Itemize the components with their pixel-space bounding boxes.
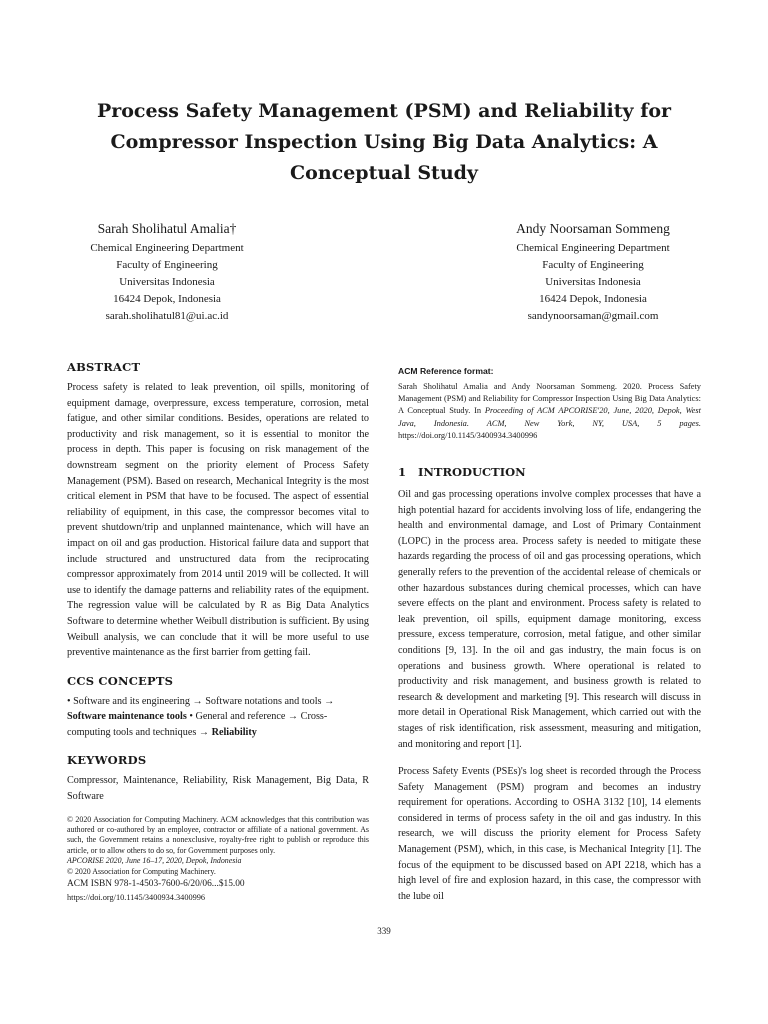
acm-reference-heading: ACM Reference format:	[398, 366, 494, 376]
abstract-text: Process safety is related to leak prevention, oil spills, monitoring of equipment damage, overpressure, excess temperature, corrosion, metal fatigue, and other similar conditions. Besides, operations are related to productivity and risk management, so it is essential to monitor the process in depth. This paper is focusing on risk management of the downstream segment on the priority element of Process Safety Management (PSM). Based on research, Mechanical Integrity is the most critical element in PSM that have to be focused. The aspect of essential reliability of equipment, in this case, the compressor becomes vital to prevent shutdown/trip and unplanned maintenance, which will have an impact on oil and gas production. Historical failure data and support that include structured and unstructured data from the reciprocating compressor approximately from 2014 until 2019 will be collected. It will use to identify the damage patterns and reliability rates of the equipment. The regression value will be calculated by R as Big Data Analytics Software to determine whether Weibull distribution is sufficient. By using Weibull analysis, we can conclude that it will be more useful to use preventive maintenance as the first barrier from getting fail.	[67, 382, 369, 659]
right-column	[398, 360, 701, 904]
isbn: ACM ISBN 978-1-4503-7600-6/20/06...$15.00	[67, 879, 245, 890]
page-number: 339	[377, 926, 391, 936]
introduction-paragraph-1: Oil and gas processing operations involve complex processes that have a high potential hazard for accidents involving loss of life, endangering the health and environmental damage, and Lost of Primary Containment (LOPC) in the process area. Process safety is needed to mitigate these hazards regarding the process of oil and gas processing operations, which generally refers to the prevention of the accidental release of chemicals or other hazardous substances during chemical processes, which can have severe effects on the plant and environment. Process safety is related to leak prevention, oil spills, equipment damage monitoring, excess pressure, excess temperature, corrosion, metal fatigue, and other similar conditions [9, 13]. In the oil and gas industry, the main focus is on operations and business growth. Where operational is related to productivity and risk management, and business growth is related to research & development and marketing [9]. This research will discuss in more detail in Operational Risk Management, which carried out with the stages of risk identification, risk assessment, measuring and mitigation, and monitoring and report [1].	[398, 489, 701, 750]
author-faculty: Faculty of Engineering	[542, 259, 644, 271]
paper-title: Process Safety Management (PSM) and Reliability for Compressor Inspection Using Big Data Analytics: A Conceptual Study	[96, 100, 672, 184]
author-name: Andy Noorsaman Sommeng	[516, 221, 670, 236]
introduction-heading	[398, 465, 701, 479]
author-faculty: Faculty of Engineering	[116, 259, 218, 271]
author-location: 16424 Depok, Indonesia	[539, 293, 647, 305]
reference-part-1: Sarah Sholihatul Amalia and Andy Noorsaman Sommeng. 2020. Process Safety Management (PSM) and Reliability for Compressor Inspection Using Big Data Analytics: A Conceptual Study. In	[398, 382, 701, 416]
copyright-block	[67, 815, 369, 904]
author-department: Chemical Engineering Department	[90, 242, 244, 254]
conference-venue: APCORISE 2020, June 16–17, 2020, Depok, Indonesia	[67, 856, 242, 866]
author-university: Universitas Indonesia	[545, 276, 641, 288]
left-column	[67, 360, 369, 904]
keywords-text: Compressor, Maintenance, Reliability, Risk Management, Big Data, R Software	[67, 775, 369, 803]
author-block-1	[47, 220, 287, 325]
section-number: 1	[398, 465, 407, 480]
ccs-bold-2: Reliability	[211, 726, 257, 738]
ccs-concepts-heading: CCS CONCEPTS	[67, 673, 174, 688]
ccs-part-2: • General and reference → Cross-computing tools and techniques →	[67, 711, 328, 738]
reference-doi[interactable]: https://doi.org/10.1145/3400934.3400996	[398, 430, 538, 440]
abstract-heading: ABSTRACT	[67, 360, 141, 374]
ccs-concepts-text	[67, 694, 369, 741]
author-email[interactable]: sarah.sholihatul81@ui.ac.id	[105, 310, 229, 322]
reference-venue: Proceeding of ACM APCORISE'20, June, 2020, Depok, West Java, Indonesia. ACM, New York, NY, USA, 5 pages.	[398, 406, 701, 428]
author-university: Universitas Indonesia	[119, 276, 215, 288]
section-title: INTRODUCTION	[418, 465, 526, 480]
doi-link[interactable]: https://doi.org/10.1145/3400934.3400996	[67, 893, 206, 903]
ccs-bold-1: Software maintenance tools	[67, 711, 187, 723]
author-location: 16424 Depok, Indonesia	[113, 293, 221, 305]
acm-reference-text	[398, 381, 701, 442]
introduction-paragraph-2: Process Safety Events (PSEs)'s log sheet is recorded through the Process Safety Management (PSM) program and becomes an industry requirement for operations. According to OSHA 3132 [10], 14 elements considered in terms of process safety in the oil and gas industry. In this research, we will discuss the priority element for Process Safety Management (PSM), which, in this case, is Mechanical Integrity [1]. The focus of the equipment to be discussed based on API 2218, which has a high level of fire and explosion hazard, in this case, the compressor with the lube oil	[398, 766, 701, 902]
author-department: Chemical Engineering Department	[516, 242, 670, 254]
keywords-heading: KEYWORDS	[67, 753, 147, 768]
ccs-part-1: • Software and its engineering → Software notations and tools →	[67, 695, 335, 707]
author-block-2	[473, 220, 713, 325]
author-name: Sarah Sholihatul Amalia†	[97, 221, 237, 236]
author-email[interactable]: sandynoorsaman@gmail.com	[527, 310, 659, 322]
copyright-line: © 2020 Association for Computing Machinery.	[67, 866, 216, 876]
copyright-notice: © 2020 Association for Computing Machinery. ACM acknowledges that this contribution was authored or co-authored by an employee, contractor or affiliate of a national government. As such, the Government retains a nonexclusive, royalty-free right to publish or reproduce this article, or to allow others to do so, for Government purposes only.	[67, 814, 369, 855]
